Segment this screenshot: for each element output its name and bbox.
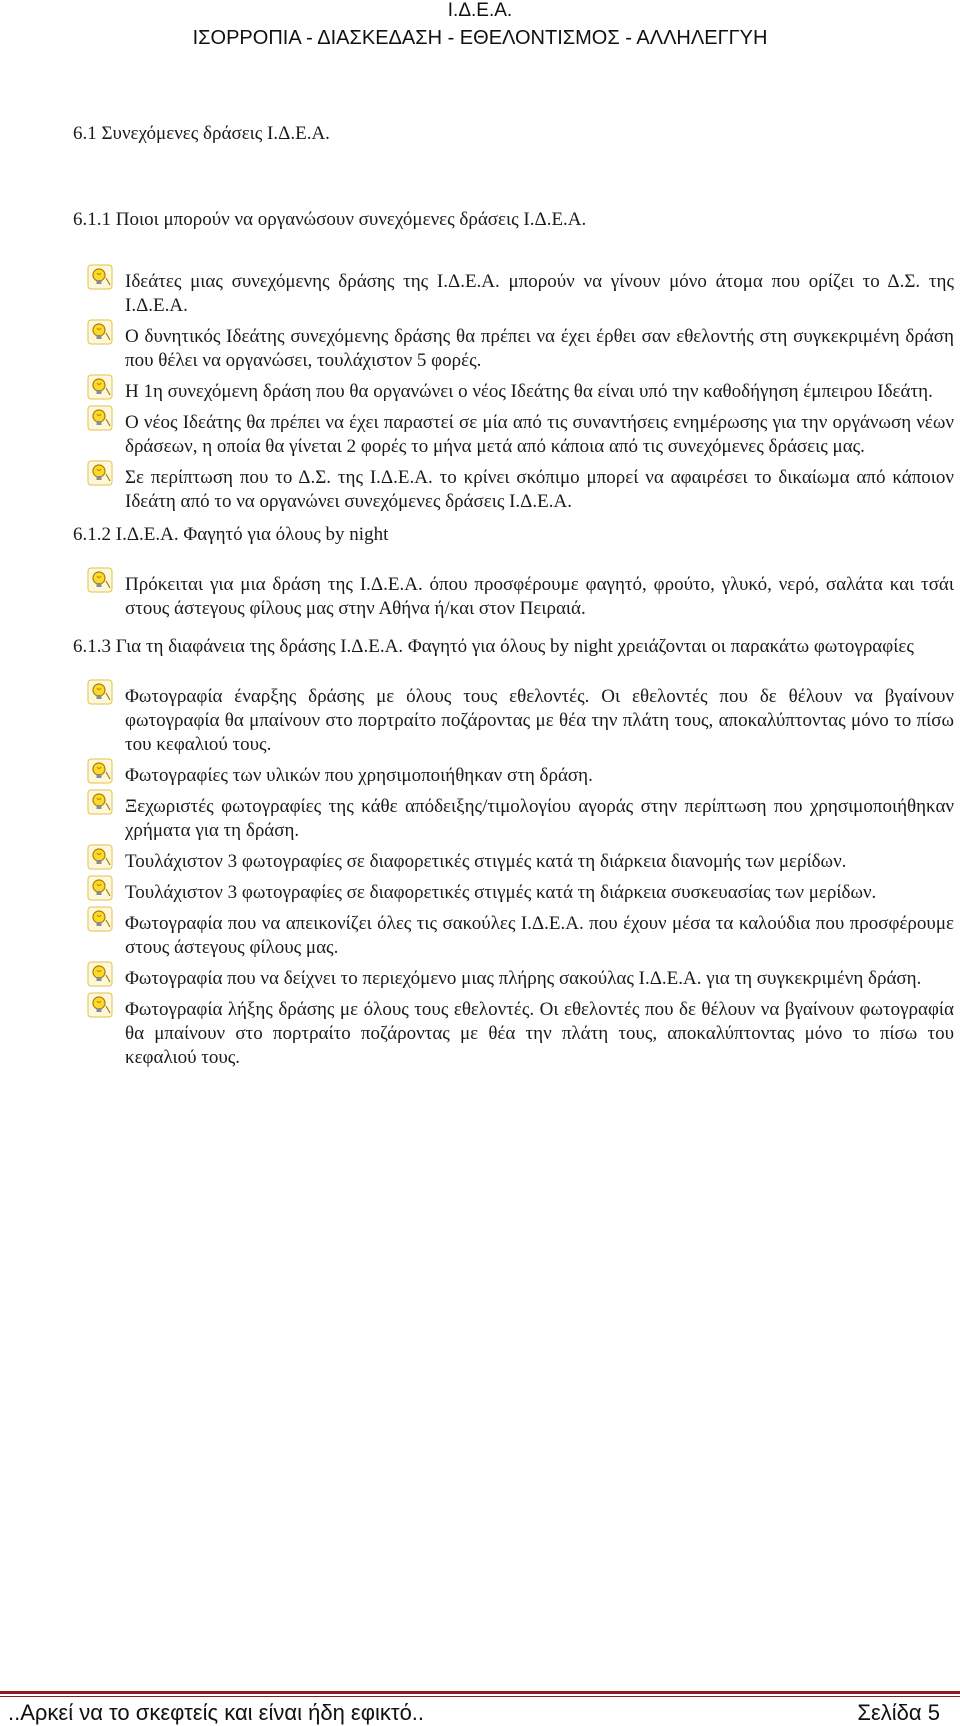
- list-item-text: Ξεχωριστές φωτογραφίες της κάθε απόδειξης/τιμολογίου αγοράς στην περίπτωση που χρησιμοποιήθηκαν χρήματα για τη δράση.: [125, 796, 954, 841]
- list-item-text: Σε περίπτωση που το Δ.Σ. της Ι.Δ.Ε.Α. το κρίνει σκόπιμο μπορεί να αφαιρέσει το δικαίωμα από κάποιον Ιδεάτη από το να οργανώνει συνεχόμενες δράσεις Ι.Δ.Ε.Α.: [125, 467, 954, 512]
- list-item-text: Πρόκειται για μια δράση της Ι.Δ.Ε.Α. όπου προσφέρουμε φαγητό, φρούτο, γλυκό, νερό, σαλάτα και τσάι στους άστεγους φίλους μας στην Αθήνα ή/και στον Πειραιά.: [125, 574, 954, 619]
- lightbulb-icon: [87, 264, 113, 290]
- lightbulb-icon: [87, 992, 113, 1018]
- lightbulb-icon: [87, 319, 113, 345]
- list-item-text: Φωτογραφία λήξης δράσης με όλους τους εθελοντές. Οι εθελοντές που δε θέλουν να βγαίνουν φωτογραφία θα μπαίνουν στο πορτραίτο ποζάροντας με θέα την πλάτη τους, αποκαλύπτοντας μόνο το πίσω του κεφαλιού τους.: [125, 999, 954, 1068]
- footer-rule: [0, 1691, 960, 1694]
- list-item-text: Φωτογραφίες των υλικών που χρησιμοποιήθηκαν στη δράση.: [125, 765, 593, 786]
- lightbulb-icon: [87, 374, 113, 400]
- header-motto: ΙΣΟΡΡΟΠΙΑ - ΔΙΑΣΚΕΔΑΣΗ - ΕΘΕΛΟΝΤΙΣΜΟΣ - ΑΛΛΗΛΕΓΓΥΗ: [192, 27, 768, 49]
- page-header: [0, 0, 960, 51]
- list-item-text: Τουλάχιστον 3 φωτογραφίες σε διαφορετικές στιγμές κατά τη διάρκεια διανομής των μερίδων.: [125, 851, 847, 872]
- lightbulb-icon: [87, 460, 113, 486]
- bullet-list-2: [73, 573, 954, 621]
- header-org: Ι.Δ.Ε.Α.: [447, 0, 513, 21]
- list-item-text: Ο δυνητικός Ιδεάτης συνεχόμενης δράσης θα πρέπει να έχει έρθει σαν εθελοντής στη συγκεκριμένη δράση που θέλει να οργανώσει, τουλάχιστον 5 φορές.: [125, 326, 954, 371]
- lightbulb-icon: [87, 567, 113, 593]
- section-title: 6.1 Συνεχόμενες δράσεις Ι.Δ.Ε.Α.: [73, 123, 330, 144]
- lightbulb-icon: [87, 789, 113, 815]
- list-item: [73, 764, 954, 788]
- list-item: [73, 411, 954, 459]
- list-item: [73, 998, 954, 1070]
- lightbulb-icon: [87, 679, 113, 705]
- subsection-title-2: 6.1.2 Ι.Δ.Ε.Α. Φαγητό για όλους by night: [73, 524, 389, 545]
- list-item-text: Ιδεάτες μιας συνεχόμενης δράσης της Ι.Δ.Ε.Α. μπορούν να γίνουν μόνο άτομα που ορίζει το Δ.Σ. της Ι.Δ.Ε.Α.: [125, 271, 954, 316]
- footer-rule-thin: [0, 1696, 960, 1697]
- list-item-text: Φωτογραφία έναρξης δράσης με όλους τους εθελοντές. Οι εθελοντές που δε θέλουν να βγαίνουν φωτογραφία θα μπαίνουν στο πορτραίτο ποζάροντας με θέα την πλάτη τους, αποκαλύπτοντας μόνο το πίσω του κεφαλιού τους.: [125, 686, 954, 755]
- list-item-text: Φωτογραφία που να απεικονίζει όλες τις σακούλες Ι.Δ.Ε.Α. που έχουν μέσα τα καλούδια που προσφέρουμε στους άστεγους φίλους μας.: [125, 913, 954, 958]
- lightbulb-icon: [87, 844, 113, 870]
- lightbulb-icon: [87, 405, 113, 431]
- page-number: Σελίδα 5: [857, 1700, 940, 1725]
- list-item-text: Η 1η συνεχόμενη δράση που θα οργανώνει ο νέος Ιδεάτης θα είναι υπό την καθοδήγηση έμπειρου Ιδεάτη.: [125, 381, 933, 402]
- lightbulb-icon: [87, 906, 113, 932]
- subsection-title-3: 6.1.3 Για τη διαφάνεια της δράσης Ι.Δ.Ε.Α. Φαγητό για όλους by night χρειάζονται οι παρακάτω φωτογραφίες: [73, 636, 914, 657]
- list-item: [73, 325, 954, 373]
- subsection-title-1: 6.1.1 Ποιοι μπορούν να οργανώσουν συνεχόμενες δράσεις Ι.Δ.Ε.Α.: [73, 209, 587, 230]
- list-item: [73, 573, 954, 621]
- list-item: [73, 912, 954, 960]
- list-item-text: Φωτογραφία που να δείχνει το περιεχόμενο μιας πλήρης σακούλας Ι.Δ.Ε.Α. για τη συγκεκριμένη δράση.: [125, 968, 922, 989]
- footer-slogan: ..Αρκεί να το σκεφτείς και είναι ήδη εφικτό..: [8, 1700, 425, 1725]
- list-item: [73, 466, 954, 514]
- bullet-list-3: [73, 685, 954, 1070]
- list-item: [73, 881, 954, 905]
- page-content: [73, 122, 954, 1077]
- list-item: [73, 685, 954, 757]
- list-item: [73, 967, 954, 991]
- list-item: [73, 380, 954, 404]
- lightbulb-icon: [87, 961, 113, 987]
- list-item-text: Τουλάχιστον 3 φωτογραφίες σε διαφορετικές στιγμές κατά τη διάρκεια συσκευασίας των μερίδων.: [125, 882, 877, 903]
- lightbulb-icon: [87, 875, 113, 901]
- list-item: [73, 850, 954, 874]
- list-item-text: Ο νέος Ιδεάτης θα πρέπει να έχει παραστεί σε μία από τις συναντήσεις ενημέρωσης για την οργάνωση νέων δράσεων, η οποία θα γίνεται 2 φορές το μήνα μετά από κάποια από τις συνεχόμενες δράσεις μας.: [125, 412, 954, 457]
- lightbulb-icon: [87, 758, 113, 784]
- bullet-list-1: [73, 270, 954, 514]
- list-item: [73, 270, 954, 318]
- list-item: [73, 795, 954, 843]
